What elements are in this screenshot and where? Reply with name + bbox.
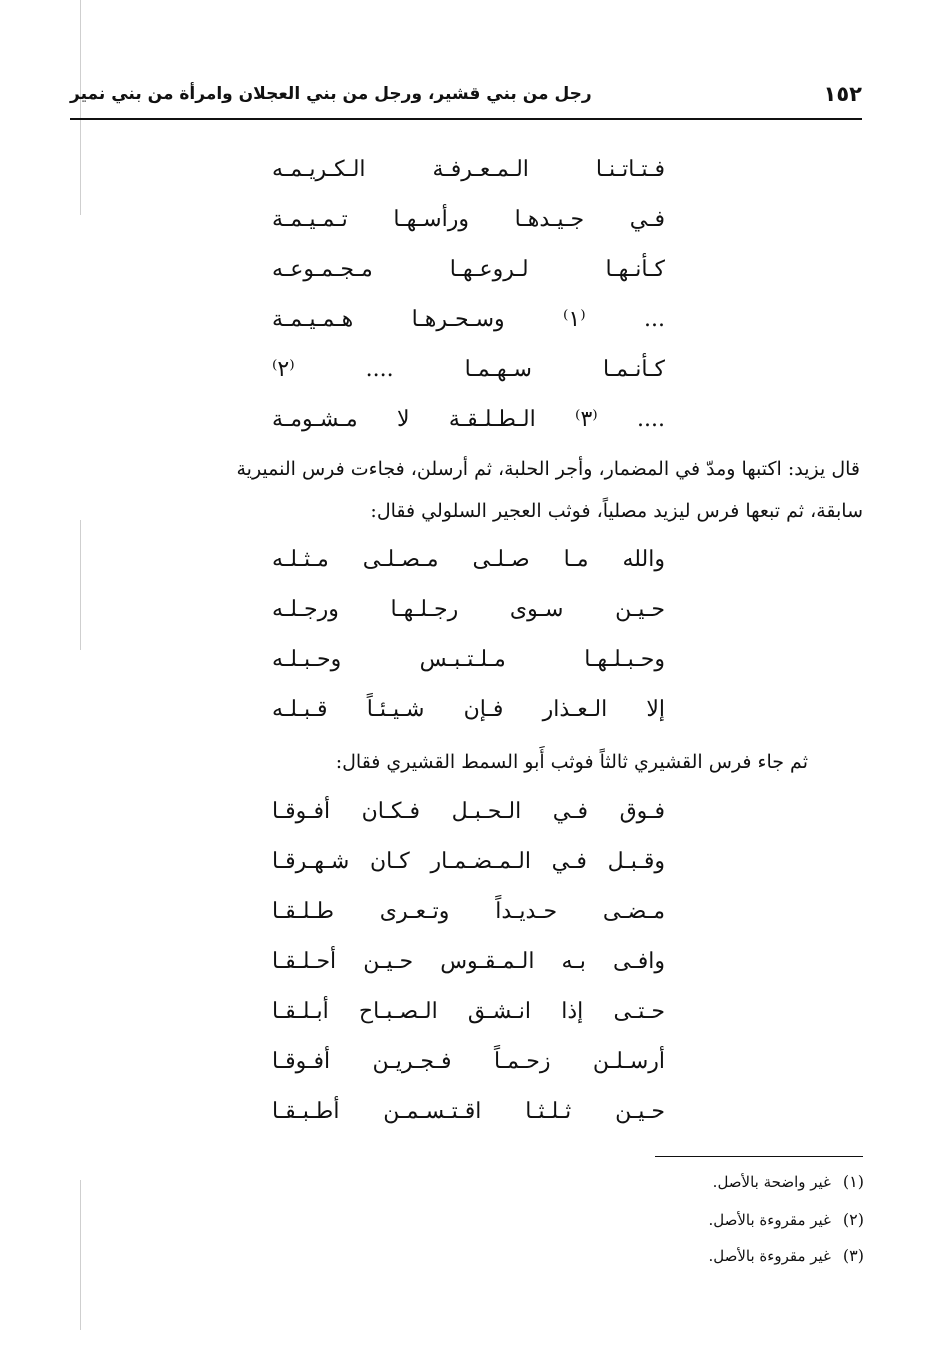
page-header	[70, 78, 862, 120]
verse-line: فـي جـيـدهـا ورأسـهـا تـمـيـمـة	[272, 207, 665, 232]
verse-line: وحـبـلـهـا مـلـتـبـس وحـبـلـه	[272, 647, 665, 672]
footnote	[614, 1172, 864, 1192]
footnote-text: غير مقروءة بالأصل.	[708, 1211, 831, 1229]
footnote-number: (١)	[842, 1172, 864, 1191]
verse-line: مـضـى حـديـداً وتـعـرى طـلـقـا	[272, 899, 665, 924]
verse-line: حـتـى إذا انـشـق الـصـبـاح أبـلـقـا	[272, 999, 665, 1024]
scan-artifact-line	[80, 520, 81, 650]
prose-paragraph: قال يزيد: اكتبها ومدّ في المضمار، وأجر الحلبة، ثم أرسلن، فجاءت فرس النميرية	[236, 458, 860, 480]
scan-artifact-line	[80, 1180, 81, 1330]
prose-paragraph: ثم جاء فرس القشيري ثالثاً فوثب أَبو السمط القشيري فقال:	[335, 751, 808, 773]
footnote-text: غير مقروءة بالأصل.	[708, 1247, 831, 1265]
verse-line: إلا الـعـذار فـإن شـيـئـاً قـبـلـه	[272, 697, 665, 722]
verse-line: أرسـلـن زحـمـاً فـجـريـن أفـوقـا	[272, 1049, 665, 1074]
verse-line: حـيـن ثـلـثـا اقـتـسـمـن أطـبـقـا	[272, 1099, 665, 1124]
footnote-number: (٣)	[842, 1246, 864, 1265]
footnote-number: (٢)	[842, 1210, 864, 1229]
running-title: رجل من بني قشير، ورجل من بني العجلان وامرأة من بني نمير	[70, 84, 592, 104]
prose-paragraph: سابقة، ثم تبعها فرس ليزيد مصلياً، فوثب العجير السلولي فقال:	[370, 500, 863, 522]
verse-line: كـأنـهـا لـروعـهـا مـجـمـوعـه	[272, 257, 665, 282]
verse-line: وقـبـل فـي الـمـضـمـار كـان شـهـرقـا	[272, 849, 665, 874]
verse-line: فـتـاتـنـا الـمـعـرفـة الـكـريـمـه	[272, 157, 665, 182]
verse-line: ... ⁽١⁾ وسـحـرهـا هـمـيـمـة	[272, 307, 665, 332]
footnote-separator	[655, 1156, 863, 1157]
footnote	[614, 1210, 864, 1230]
footnote	[614, 1246, 864, 1266]
verse-line: والله مـا صـلـى مـصـلـى مـثـلـه	[272, 547, 665, 572]
verse-line: حـيـن سـوى رجـلـهـا ورجـلـه	[272, 597, 665, 622]
verse-line: فـوق فـي الـحـبـل فـكـان أفـوقـا	[272, 799, 665, 824]
verse-line: كـأنـمـا سـهـمـا .... ⁽٢⁾	[272, 357, 665, 382]
verse-line: وافـى بـه الـمـقـوس حـيـن أحـلـقـا	[272, 949, 665, 974]
footnote-text: غير واضحة بالأصل.	[712, 1173, 831, 1191]
verse-line: .... ⁽٣⁾ الـطـلـقـة لا مـشـومـة	[272, 407, 665, 432]
page-number: ١٥٢	[823, 82, 862, 106]
